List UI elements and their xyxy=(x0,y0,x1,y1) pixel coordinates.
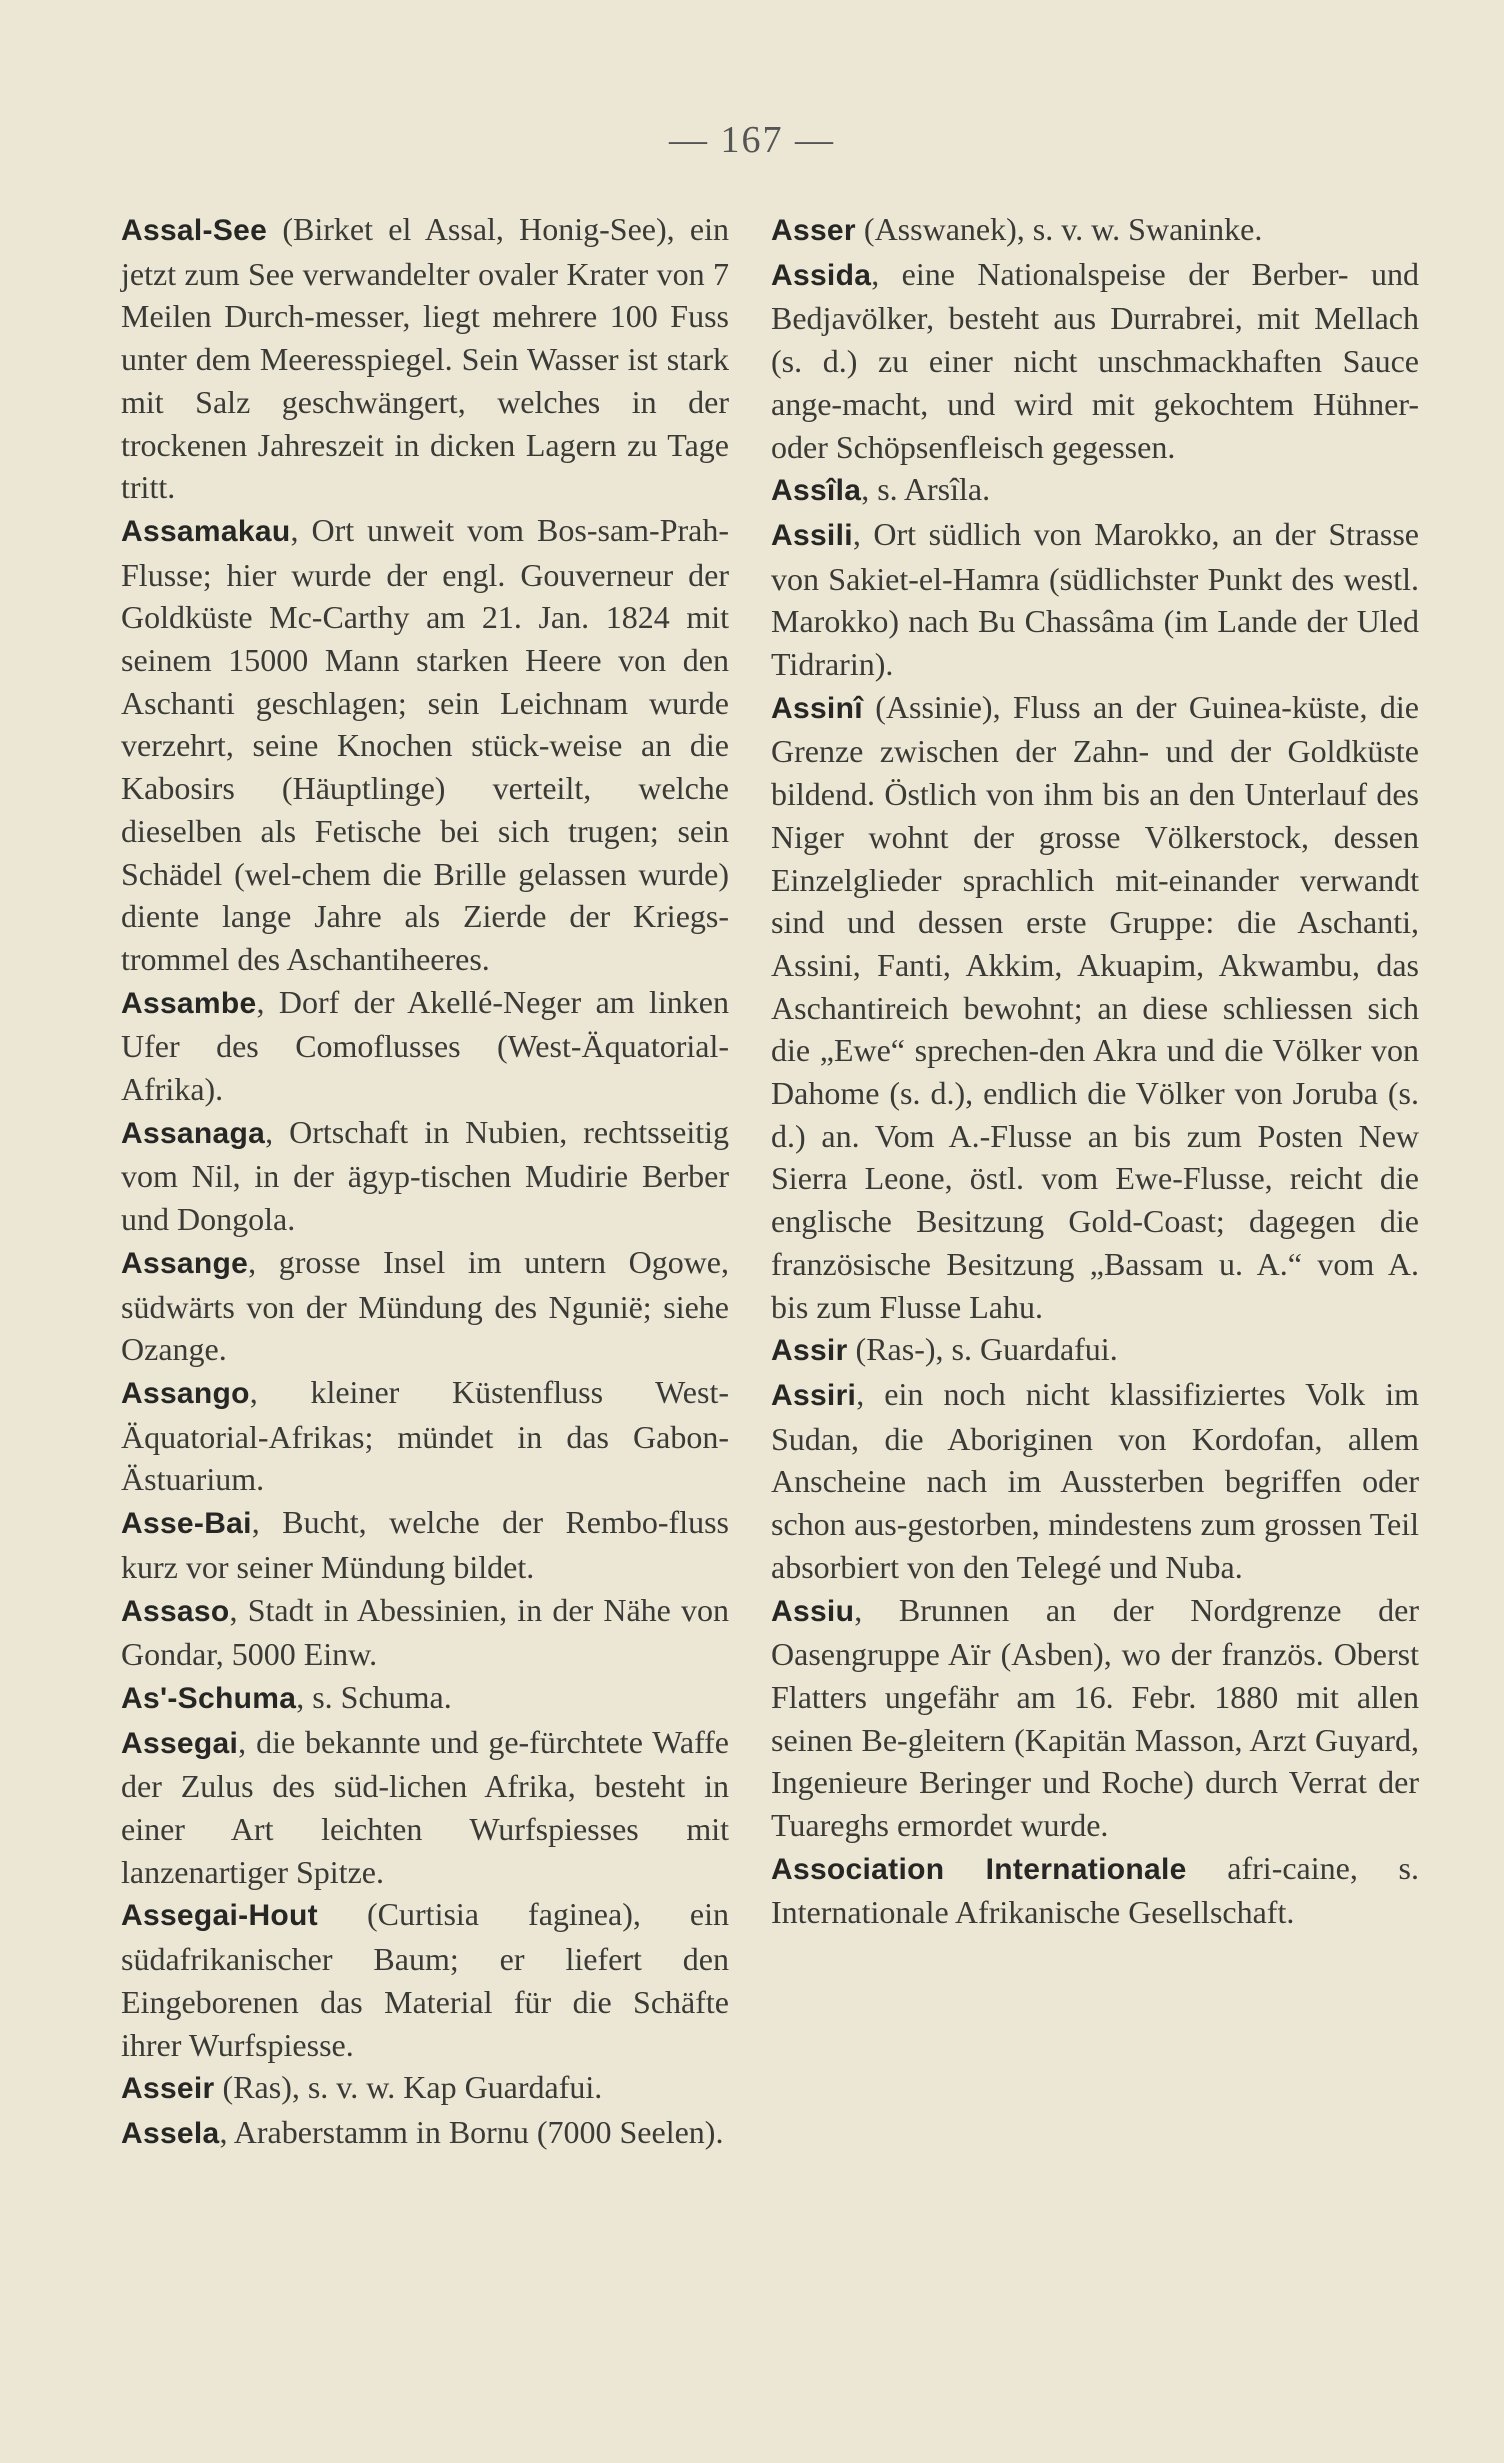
entry-text: (Assinie), Fluss an der Guinea-küste, die Grenze zwischen der Zahn- und der Goldküste bildend. Östlich von ihm bis an den Unterlauf des Niger wohnt der grosse Völkerstock, dessen Einzelglieder sprachlich mit-einander verwandt sind und dessen erste Gruppe: die Aschanti, Assini, Fanti, Akkim, Akuapim, Akwambu, das Aschantireich bewohnt; an diese schliessen sich die „Ewe“ sprechen-den Akra und die Völker von Dahome (s. d.), endlich die Völker von Joruba (s. d.) an. Vom A.-Flusse an bis zum Posten New Sierra Leone, östl. vom Ewe-Flusse, reicht die englische Besitzung Gold-Coast; dagegen die französische Besitzung „Bassam u. A.“ vom A. bis zum Flusse Lahu. xyxy=(771,688,1419,1325)
entry-term: Association Internationale xyxy=(771,1852,1187,1886)
entry-text: , eine Nationalspeise der Berber- und Bedjavölker, besteht aus Durrabrei, mit Mellach (s. d.) zu einer nicht unschmackhaften Sauce ange-macht, und wird mit gekochtem Hühner- oder Schöpsenfleisch gegessen. xyxy=(771,255,1419,465)
entry xyxy=(121,1676,729,1721)
entry-text: , Bucht, welche der Rembo-fluss kurz vor seiner Mündung bildet. xyxy=(121,1504,729,1585)
entry-term: Assanaga xyxy=(121,1116,266,1150)
entry xyxy=(771,1847,1419,1934)
entry-text: (Curtisia faginea), ein südafrikanischer Baum; er liefert den Eingeborenen das Material für die Schäfte ihrer Wurfspiesse. xyxy=(121,1896,729,2063)
entry-text: , Araberstamm in Bornu (7000 Seelen). xyxy=(219,2113,724,2150)
entry xyxy=(121,509,729,981)
entry-term: Assange xyxy=(121,1246,249,1280)
entry xyxy=(121,1893,729,2066)
entry xyxy=(121,1721,729,1894)
left-column xyxy=(121,208,729,2156)
entry-text: , Stadt in Abessinien, in der Nähe von Gondar, 5000 Einw. xyxy=(121,1591,729,1673)
entry-text: , Ort südlich von Marokko, an der Strasse von Sakiet-el-Hamra (südlichster Punkt des westl. Marokko) nach Bu Chassâma (im Lande der Uled Tidrarin). xyxy=(771,515,1419,683)
entry-term: Assela xyxy=(121,2116,220,2150)
entry-text: (Ras), s. v. w. Kap Guardafui. xyxy=(214,2069,603,2106)
entry-term: As'-Schuma xyxy=(121,1681,297,1715)
entry xyxy=(121,2111,729,2156)
entry-term: Assaso xyxy=(121,1594,230,1628)
entry-term: Assili xyxy=(771,518,853,552)
entry xyxy=(121,1371,729,1501)
entry xyxy=(771,1373,1419,1589)
entry xyxy=(121,1111,729,1241)
entry xyxy=(771,208,1419,253)
entry xyxy=(771,686,1419,1329)
right-column xyxy=(771,208,1419,1934)
entry-term: Asse-Bai xyxy=(121,1507,252,1541)
entry xyxy=(771,513,1419,686)
entry-text: afri-caine, s. Internationale Afrikanische Gesellschaft. xyxy=(771,1849,1419,1931)
entry xyxy=(121,1501,729,1588)
entry-term: Assegai xyxy=(121,1726,239,1760)
entry xyxy=(121,2066,729,2111)
entry xyxy=(121,208,729,509)
entry xyxy=(771,1328,1419,1373)
entry xyxy=(771,468,1419,513)
entry xyxy=(121,981,729,1111)
entry-term: Assambe xyxy=(121,986,257,1020)
entry xyxy=(121,1241,729,1371)
entry-term: Assiu xyxy=(771,1594,855,1628)
entry-text: , grosse Insel im untern Ogowe, südwärts von der Mündung des Ngunië; siehe Ozange. xyxy=(121,1243,729,1368)
entry-text: , Ortschaft in Nubien, rechtsseitig vom Nil, in der ägyp-tischen Mudirie Berber und Dongola. xyxy=(121,1113,729,1238)
entry-term: Assir xyxy=(771,1334,848,1368)
entry-term: Assinî xyxy=(771,691,863,725)
entry-term: Asser xyxy=(771,214,856,247)
entry-term: Assîla xyxy=(771,474,862,508)
entry-term: Assamakau xyxy=(121,514,291,548)
entry-term: Asseir xyxy=(121,2072,215,2106)
entry xyxy=(771,1589,1419,1847)
entry-text: , kleiner Küstenfluss West-Äquatorial-Afrikas; mündet in das Gabon-Ästuarium. xyxy=(121,1373,729,1498)
entry-text: , s. Arsîla. xyxy=(861,471,991,508)
entry-text: , Dorf der Akellé-Neger am linken Ufer des Comoflusses (West-Äquatorial-Afrika). xyxy=(121,983,729,1108)
entry-text: , Brunnen an der Nordgrenze der Oasengruppe Aïr (Asben), wo der französ. Oberst Flatters ungefähr am 16. Febr. 1880 mit allen seinen Be-gleitern (Kapitän Masson, Arzt Guyard, Ingenieure Beringer und Roche) durch Verrat der Tuareghs ermordet wurde. xyxy=(771,1591,1419,1844)
entry xyxy=(771,253,1419,469)
entry-text: , Ort unweit vom Bos-sam-Prah-Flusse; hier wurde der engl. Gouverneur der Goldküste Mc-Carthy am 21. Jan. 1824 mit seinem 15000 Mann starken Heere von den Aschanti geschlagen; sein Leichnam wurde verzehrt, seine Knochen stück-weise an die Kabosirs (Häuptlinge) verteilt, welche dieselben als Fetische bei sich trugen; sein Schädel (wel-chem die Brille gelassen wurde) diente lange Jahre als Zierde der Kriegs-trommel des Aschantiheeres. xyxy=(121,511,729,977)
entry-text: , s. Schuma. xyxy=(296,1678,452,1715)
entry-term: Assal-See xyxy=(121,214,268,247)
entry-text: , ein noch nicht klassifiziertes Volk im Sudan, die Aboriginen von Kordofan, allem Anscheine nach im Aussterben begriffen oder schon aus-gestorben, mindestens zum grossen Teil absorbiert von den Telegé und Nuba. xyxy=(771,1375,1419,1585)
page-number: — 167 — xyxy=(669,119,835,161)
entry-text: (Ras-), s. Guardafui. xyxy=(847,1331,1118,1368)
entry-term: Assida xyxy=(771,258,872,292)
entry-term: Assegai-Hout xyxy=(121,1899,318,1933)
entry xyxy=(121,1589,729,1676)
entry-text: (Asswanek), s. v. w. Swaninke. xyxy=(855,211,1263,247)
entry-text: (Birket el Assal, Honig-See), ein jetzt zum See verwandelter ovaler Krater von 7 Meilen Durch-messer, liegt mehrere 100 Fuss unter dem Meeresspiegel. Sein Wasser ist stark mit Salz geschwängert, welches in der trockenen Jahreszeit in dicken Lagern zu Tage tritt. xyxy=(121,211,729,506)
entry-term: Assango xyxy=(121,1376,250,1410)
entry-term: Assiri xyxy=(771,1378,857,1412)
entry-text: , die bekannte und ge-fürchtete Waffe der Zulus des süd-lichen Afrika, besteht in einer Art leichten Wurfspiesses mit lanzenartiger Spitze. xyxy=(121,1723,729,1890)
